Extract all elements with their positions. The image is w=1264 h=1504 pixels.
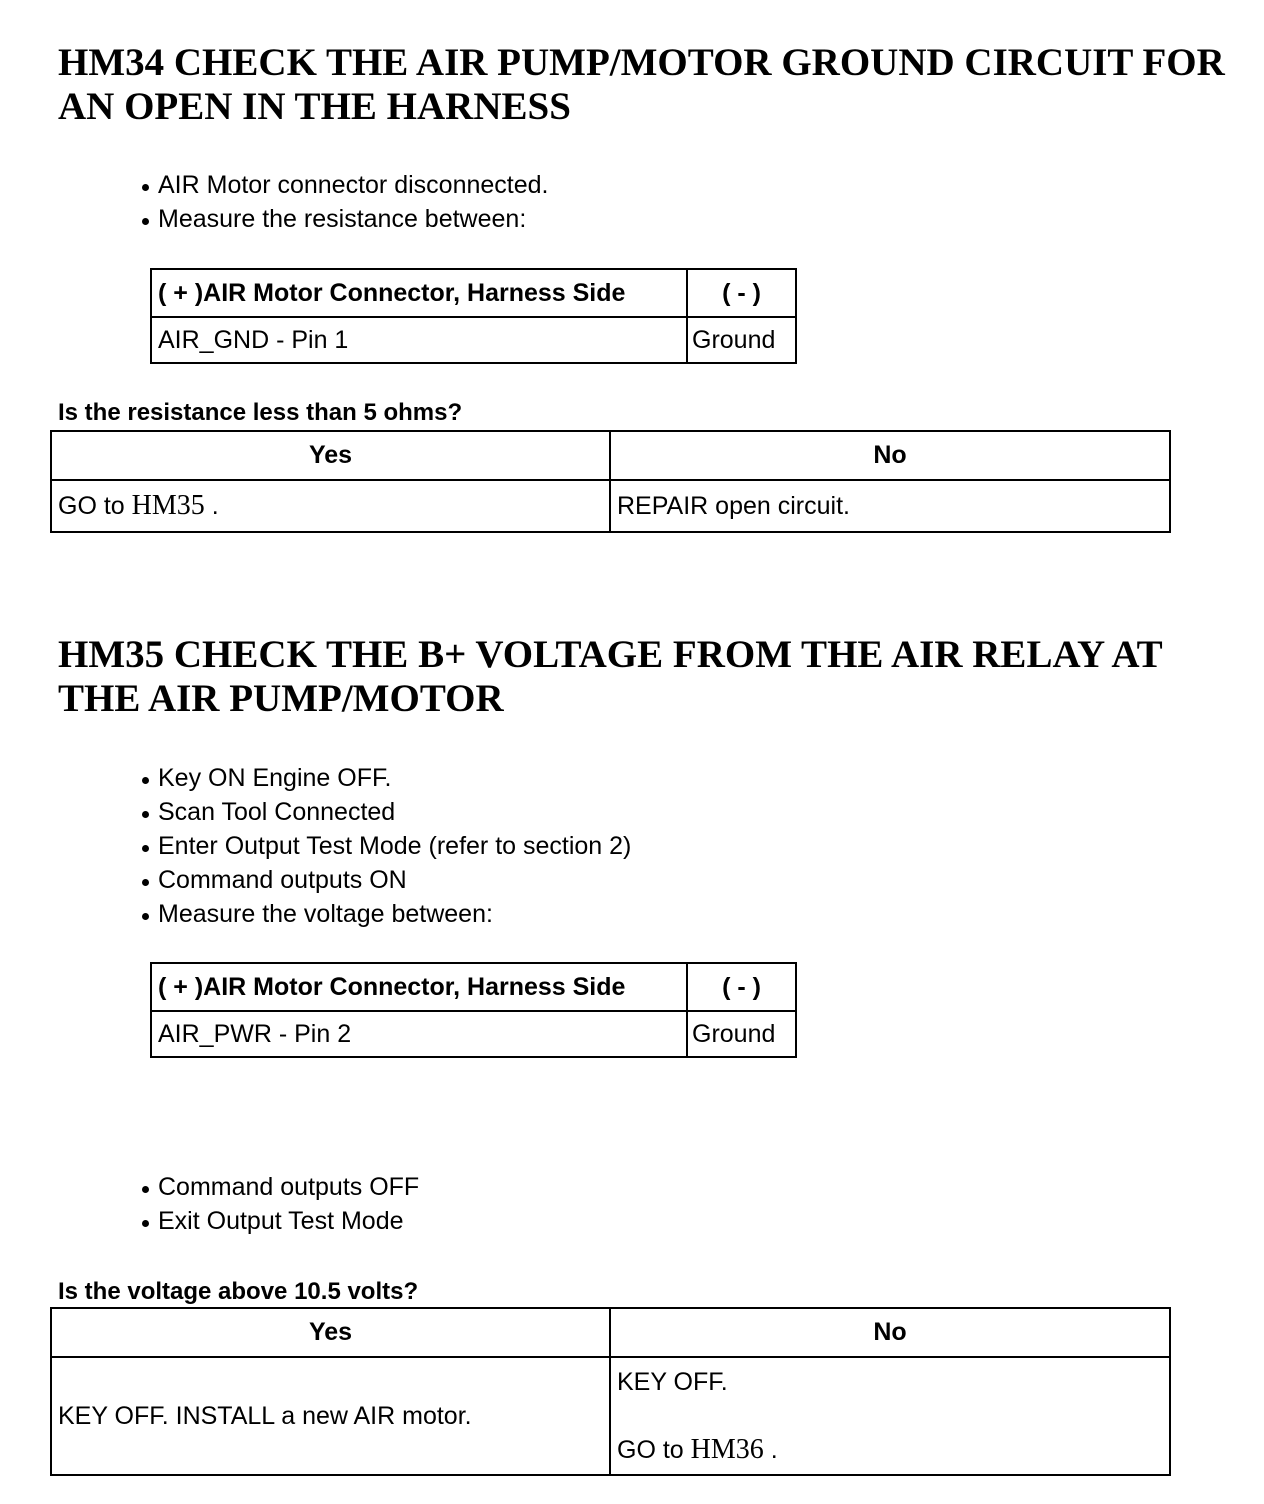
answer-table-hm35 <box>50 1307 1171 1476</box>
list-item: AIR Motor connector disconnected. <box>140 168 548 202</box>
list-item: Scan Tool Connected <box>140 795 631 829</box>
table-cell-pin: AIR_PWR - Pin 2 <box>151 1011 687 1057</box>
table-cell-pin: AIR_GND - Pin 1 <box>151 317 687 363</box>
answer-no-suffix: . <box>763 1436 778 1464</box>
answer-no-prefix: GO to <box>617 1436 691 1464</box>
list-item: Command outputs ON <box>140 863 631 897</box>
table-header-positive: ( + )AIR Motor Connector, Harness Side <box>151 269 687 317</box>
section-title-hm35: HM35 CHECK THE B+ VOLTAGE FROM THE AIR RELAY AT THE AIR PUMP/MOTOR <box>58 633 1162 720</box>
list-item: Measure the voltage between: <box>140 897 631 931</box>
table-header-negative: ( - ) <box>687 269 796 317</box>
measurement-table-hm34 <box>150 268 797 364</box>
answer-header-no: No <box>610 431 1170 480</box>
answer-no-cell: REPAIR open circuit. <box>610 480 1170 532</box>
goto-hm36-link[interactable]: HM36 <box>690 1434 764 1465</box>
answer-no-cell <box>610 1357 1170 1475</box>
answer-header-no: No <box>610 1308 1170 1357</box>
answer-table-hm34 <box>50 430 1171 533</box>
answer-no-line2 <box>617 1433 1163 1467</box>
question-hm34: Is the resistance less than 5 ohms? <box>58 399 463 426</box>
table-cell-ground: Ground <box>687 317 796 363</box>
table-header-positive: ( + )AIR Motor Connector, Harness Side <box>151 963 687 1011</box>
list-item: Measure the resistance between: <box>140 202 548 236</box>
answer-no-line1: KEY OFF. <box>617 1368 728 1396</box>
list-item: Enter Output Test Mode (refer to section 2) <box>140 829 631 863</box>
goto-hm35-link[interactable]: HM35 <box>131 490 205 521</box>
step-list-hm35-after <box>140 1170 419 1238</box>
question-hm35: Is the voltage above 10.5 volts? <box>58 1278 419 1305</box>
list-item: Command outputs OFF <box>140 1170 419 1204</box>
section-title-hm34: HM34 CHECK THE AIR PUMP/MOTOR GROUND CIRCUIT FOR AN OPEN IN THE HARNESS <box>58 41 1225 128</box>
measurement-table-hm35 <box>150 962 797 1058</box>
answer-yes-cell: KEY OFF. INSTALL a new AIR motor. <box>51 1357 610 1475</box>
answer-header-yes: Yes <box>51 431 610 480</box>
table-header-negative: ( - ) <box>687 963 796 1011</box>
answer-yes-cell <box>51 480 610 532</box>
answer-no-spacer <box>617 1399 1163 1433</box>
table-cell-ground: Ground <box>687 1011 796 1057</box>
answer-header-yes: Yes <box>51 1308 610 1357</box>
answer-yes-suffix: . <box>204 492 219 520</box>
list-item: Exit Output Test Mode <box>140 1204 419 1238</box>
step-list-hm35 <box>140 761 631 931</box>
list-item: Key ON Engine OFF. <box>140 761 631 795</box>
step-list-hm34 <box>140 168 548 236</box>
answer-yes-prefix: GO to <box>58 492 132 520</box>
